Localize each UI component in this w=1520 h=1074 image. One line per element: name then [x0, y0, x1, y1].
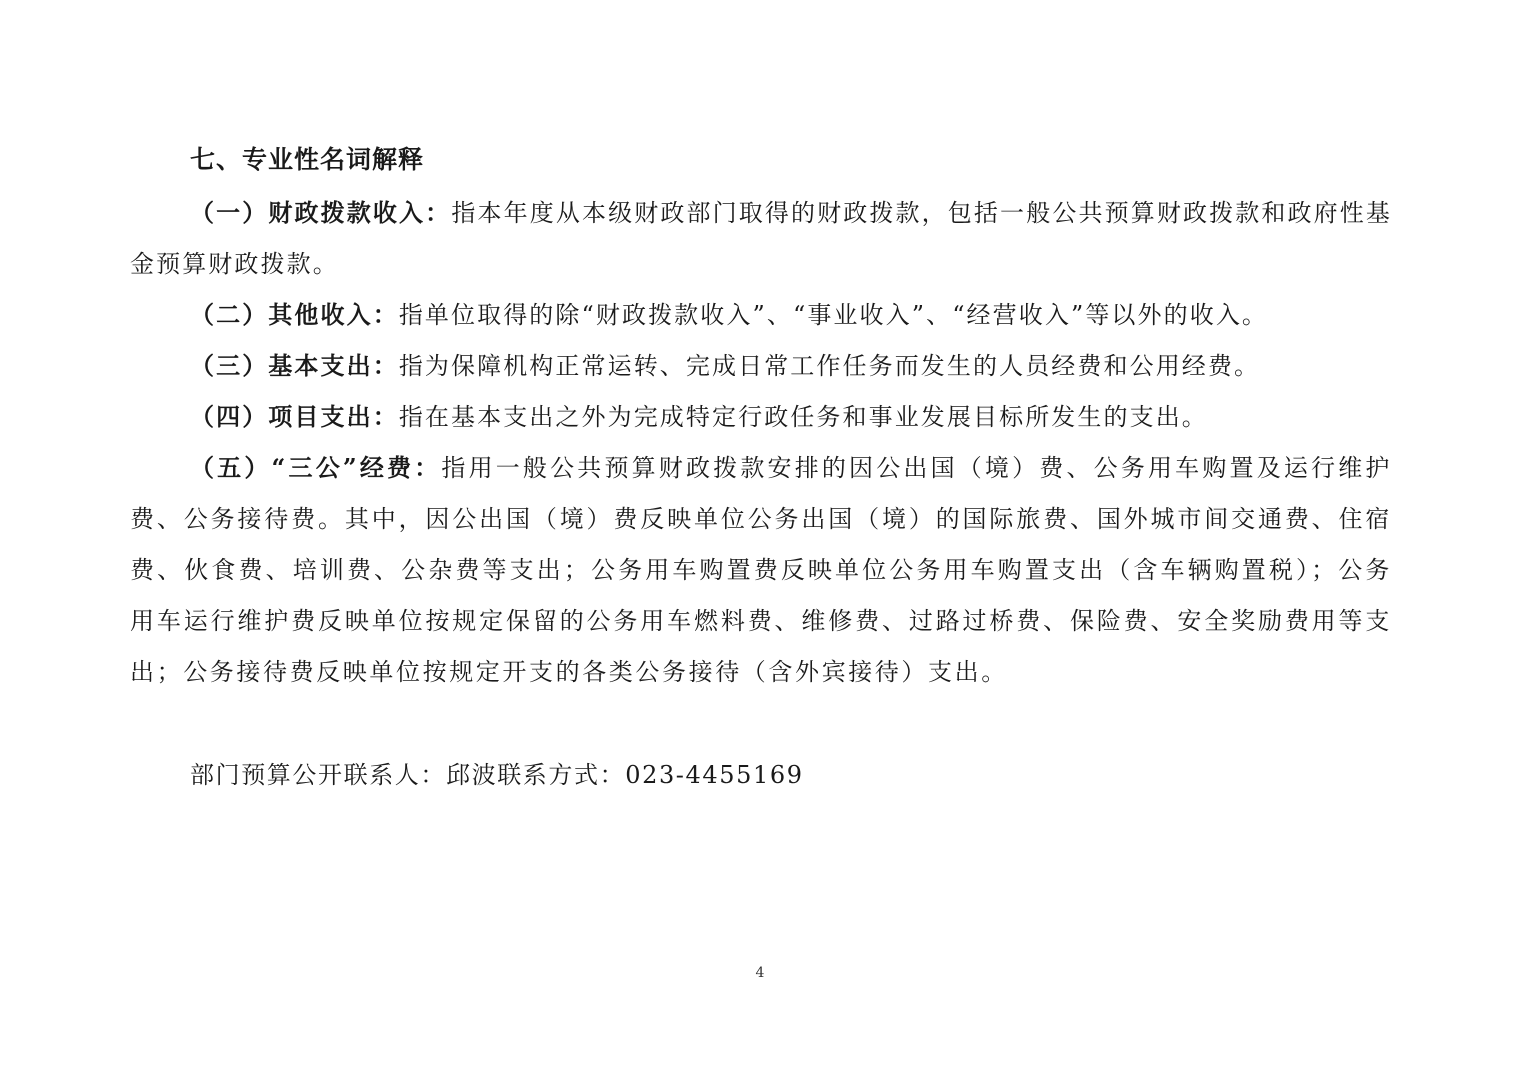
contact-line: 部门预算公开联系人：邱波联系方式：023-4455169 — [190, 761, 804, 789]
definition-text: 指在基本支出之外为完成特定行政任务和事业发展目标所发生的支出。 — [398, 403, 1208, 431]
definition-term: （三）基本支出： — [190, 351, 399, 380]
definition-term: （四）项目支出： — [190, 402, 399, 431]
definition-text: 指用一般公共预算财政拨款安排的因公出国（境）费、公务用车购置及运行维护费、公务接待费。其中，因公出国（境）费反映单位公务出国（境）的国际旅费、国外城市间交通费、住宿费、伙食费、培训费、公杂费等支出；公务用车购置费反映单位公务用车购置支出（含车辆购置税）；公务用车运行维护费反映单位按规定保留的公务用车燃料费、维修费、过路过桥费、保险费、安全奖励费用等支出；公务接待费反映单位按规定开支的各类公务接待（含外宾接待）支出。 — [130, 454, 1393, 686]
definition-paragraph-5 — [130, 442, 1392, 698]
definition-term: （二）其他收入： — [190, 300, 399, 329]
definition-paragraph-1 — [130, 187, 1392, 290]
definition-term: （五）“三公”经费： — [190, 453, 442, 482]
definition-text: 指单位取得的除“财政拨款收入”、“事业收入”、“经营收入”等以外的收入。 — [398, 301, 1269, 329]
definition-text: 指本年度从本级财政部门取得的财政拨款，包括一般公共预算财政拨款和政府性基金预算财政拨款。 — [130, 199, 1392, 278]
definition-paragraph-2 — [130, 289, 1392, 341]
definition-paragraph-3 — [130, 340, 1392, 392]
definition-paragraph-4 — [130, 391, 1392, 443]
page-number: 4 — [755, 965, 765, 981]
section-heading: 七、专业性名词解释 — [190, 145, 425, 174]
definition-text: 指为保障机构正常运转、完成日常工作任务而发生的人员经费和公用经费。 — [398, 352, 1261, 380]
definition-term: （一）财政拨款收入： — [190, 198, 452, 227]
